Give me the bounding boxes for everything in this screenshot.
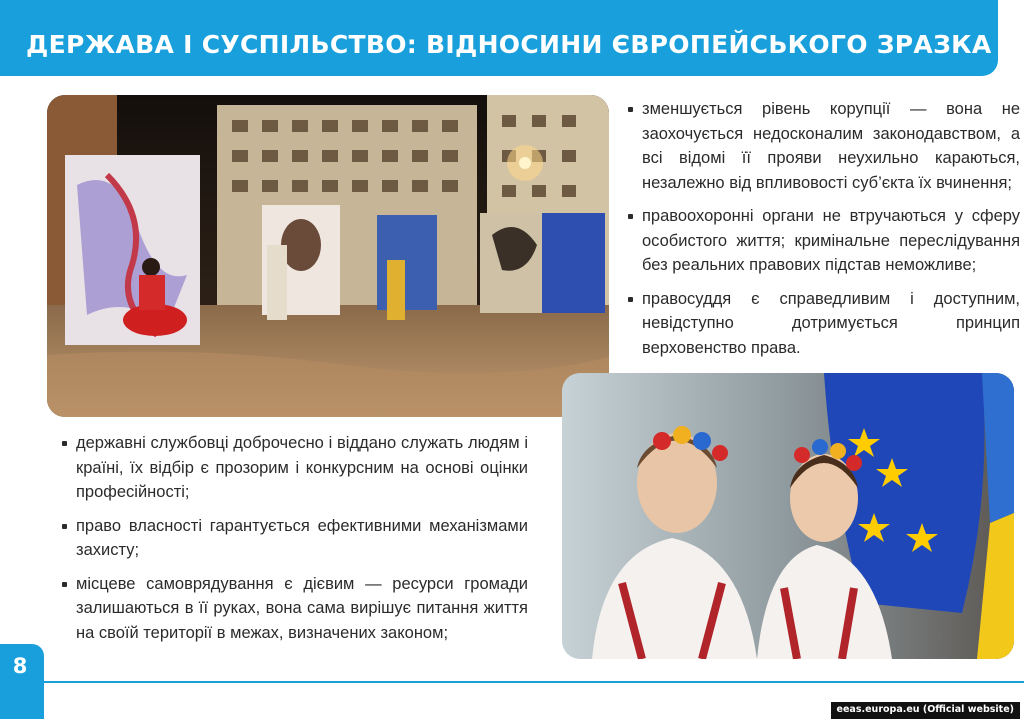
list-item: місцеве самоврядування є дієвим — ресурси громади залишаються в її руках, вона сама вирішує питання життя на своїй території в межах, визначених законом; bbox=[62, 572, 528, 646]
list-item: правоохоронні органи не втручаються у сферу особистого життя; кримінальне переслідування без реальних правових підстав неможливе; bbox=[628, 204, 1020, 278]
right-bullet-list bbox=[628, 97, 1020, 369]
list-item: право власності гарантується ефективними механізмами захисту; bbox=[62, 514, 528, 563]
footer-divider bbox=[44, 681, 1024, 683]
list-item: зменшується рівень корупції — вона не заохочується недосконалим законодавством, а всі відомі її прояви неухильно караються, незалежно від впливовості суб’єкта їх вчинення; bbox=[628, 97, 1020, 195]
page-title: ДЕРЖАВА І СУСПІЛЬСТВО: ВІДНОСИНИ ЄВРОПЕЙСЬКОГО ЗРАЗКА bbox=[26, 30, 992, 59]
left-bullet-list bbox=[62, 431, 528, 654]
women-eu-flag-photo bbox=[562, 373, 1014, 659]
list-item: державні службовці доброчесно і віддано служать людям і країні, їх відбір є прозорим і конкурсним на основі оцінки професійності; bbox=[62, 431, 528, 505]
list-item: правосуддя є справедливим і доступним, невідступно дотримується принцип верховенство права. bbox=[628, 287, 1020, 361]
page-number: 8 bbox=[12, 654, 28, 678]
source-credit: eeas.europa.eu (Official website) bbox=[831, 702, 1020, 719]
street-art-photo bbox=[47, 95, 609, 417]
